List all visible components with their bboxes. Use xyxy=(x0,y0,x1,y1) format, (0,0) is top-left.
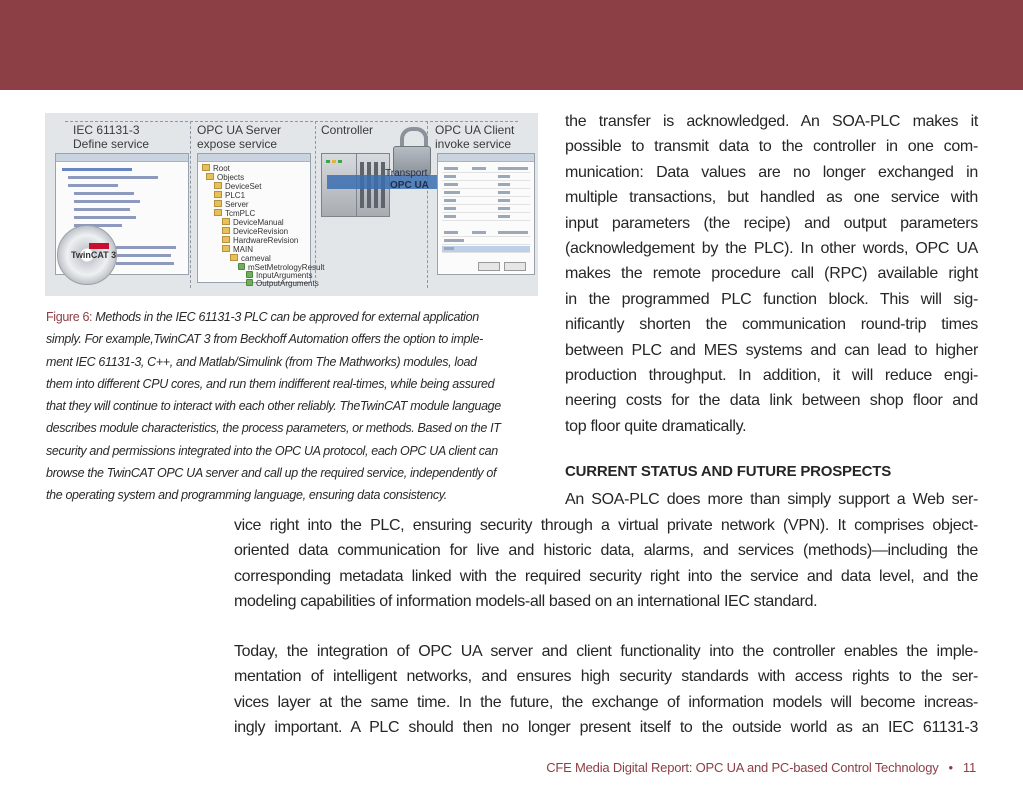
tree-item: InputArguments xyxy=(246,271,312,280)
tree-item: DeviceRevision xyxy=(222,227,288,236)
body-line: (acknowledgement by the PLC). In other words, OPC UA xyxy=(565,240,978,258)
body-line: between PLC and MES systems and can lead to higher xyxy=(565,341,978,359)
body-line: input parameters (the recipe) and output parameters xyxy=(565,214,978,232)
caption-line: simply. For example,TwinCAT 3 from Beckhoff Automation offers the option to imple- xyxy=(46,332,483,347)
body-line: possible to transmit data to the controller in one com- xyxy=(565,138,978,156)
tree-item: MAIN xyxy=(222,245,253,254)
tree-item: DeviceManual xyxy=(222,218,284,227)
figure-label-client: OPC UA Client xyxy=(435,123,515,137)
figure-label-iec: IEC 61131-3 xyxy=(73,123,140,137)
transport-brand: OPC UA xyxy=(390,180,429,191)
body-line: nificantly shorten the communication round-trip times xyxy=(565,316,978,334)
tree-item: Objects xyxy=(206,173,244,182)
body-line: top floor quite dramatically. xyxy=(565,417,747,435)
body-line: Today, the integration of OPC UA server and client functionality into the controller enables the imple- xyxy=(234,643,978,660)
figure-label-controller: Controller xyxy=(321,123,374,137)
tree-item: TcmPLC xyxy=(214,209,255,218)
tree-item: cameval xyxy=(230,254,271,263)
figure-label-define: Define service xyxy=(73,137,150,151)
body-line: An SOA-PLC does more than simply support a Web ser- xyxy=(565,491,978,508)
tree-item: PLC1 xyxy=(214,191,245,200)
disc-label: TwinCAT 3 xyxy=(71,250,117,260)
body-line: ingly important. A PLC should then no longer present itself to the outside world as an IEC 61131-3 xyxy=(234,719,978,737)
figure-label-invoke: invoke service xyxy=(435,137,512,151)
tree-item: Root xyxy=(202,164,230,173)
body-paragraph-3 xyxy=(234,639,978,741)
caption-line: that they will continue to interact with each other reliably. TheTwinCAT module language xyxy=(46,399,501,414)
caption-line xyxy=(46,306,541,328)
caption-text: Methods in the IEC 61131-3 PLC can be approved for external application xyxy=(92,310,479,324)
page-footer xyxy=(546,760,976,775)
figure-caption xyxy=(46,306,541,507)
tree-item: HardwareRevision xyxy=(222,236,298,245)
body-line: modeling capabilities of information models-all based on an international IEC standard. xyxy=(234,593,818,611)
body-line: munication: Data values are no longer exchanged in xyxy=(565,163,978,181)
figure-label-server: OPC UA Server xyxy=(197,123,282,137)
figure-label-expose: expose service xyxy=(197,137,278,151)
footer-bullet: • xyxy=(948,760,953,775)
figure-dash-top xyxy=(65,121,518,122)
body-line: oriented data communication for live and historic data, alarms, and services (methods)—including the xyxy=(234,542,978,560)
body-line: makes the remote procedure call (RPC) available right xyxy=(565,265,978,283)
caption-line: them into different CPU cores, and run them indifferent real-times, while being assured xyxy=(46,376,495,391)
client-dialog-window xyxy=(437,153,535,275)
body-line: production throughput. In addition, it will reduce engi- xyxy=(565,367,978,385)
tree-item: Server xyxy=(214,200,249,209)
header-bar xyxy=(0,0,1023,90)
page-number: 11 xyxy=(962,760,976,775)
caption-line: the operating system and programming language, ensuring data consistency. xyxy=(46,488,447,503)
body-line: vices layer at the same time. In the future, the exchange of information models will become increas- xyxy=(234,693,978,711)
body-paragraph-1 xyxy=(565,109,978,439)
caption-line: browse the TwinCAT OPC UA server and call up the required service, independently of xyxy=(46,466,497,481)
body-line: corresponding metadata linked with the required security right into the service and data level, and the xyxy=(234,567,978,585)
tree-item: OutputArguments xyxy=(246,279,319,288)
caption-line: security and permissions integrated into the OPC UA protocol, each OPC UA client can xyxy=(46,443,498,458)
body-line: the transfer is acknowledged. An SOA-PLC makes it xyxy=(565,113,978,130)
figure-image xyxy=(45,113,538,296)
body-line: neering costs for the data link between shop floor and xyxy=(565,392,978,410)
footer-title: CFE Media Digital Report: OPC UA and PC-based Control Technology xyxy=(546,760,939,775)
caption-line: describes module characteristics, the process parameters, or methods. Based on the IT xyxy=(46,421,501,436)
server-tree-window xyxy=(197,153,325,288)
body-line: mentation of intelligent networks, and ensures high security standards with access rights to the ser- xyxy=(234,668,978,686)
tree-item: DeviceSet xyxy=(214,182,261,191)
tree-item: mSetMetrologyResult xyxy=(238,263,324,272)
body-paragraph-2 xyxy=(234,513,978,615)
caption-label: Figure 6: xyxy=(46,310,93,324)
figure-divider-1 xyxy=(190,121,191,288)
body-line: vice right into the PLC, ensuring security through a virtual private network (VPN). It comprises object- xyxy=(234,517,978,534)
beckhoff-badge xyxy=(89,243,109,249)
caption-line: ment IEC 61131-3, C++, and Matlab/Simulink (from The Mathworks) modules, load xyxy=(46,354,477,369)
section-heading: CURRENT STATUS AND FUTURE PROSPECTS xyxy=(565,463,892,480)
body-line: multiple transactions, but handled as one service with xyxy=(565,189,978,207)
body-line: in the programmed PLC function block. This will sig- xyxy=(565,290,978,308)
transport-label: Transport xyxy=(385,168,428,179)
